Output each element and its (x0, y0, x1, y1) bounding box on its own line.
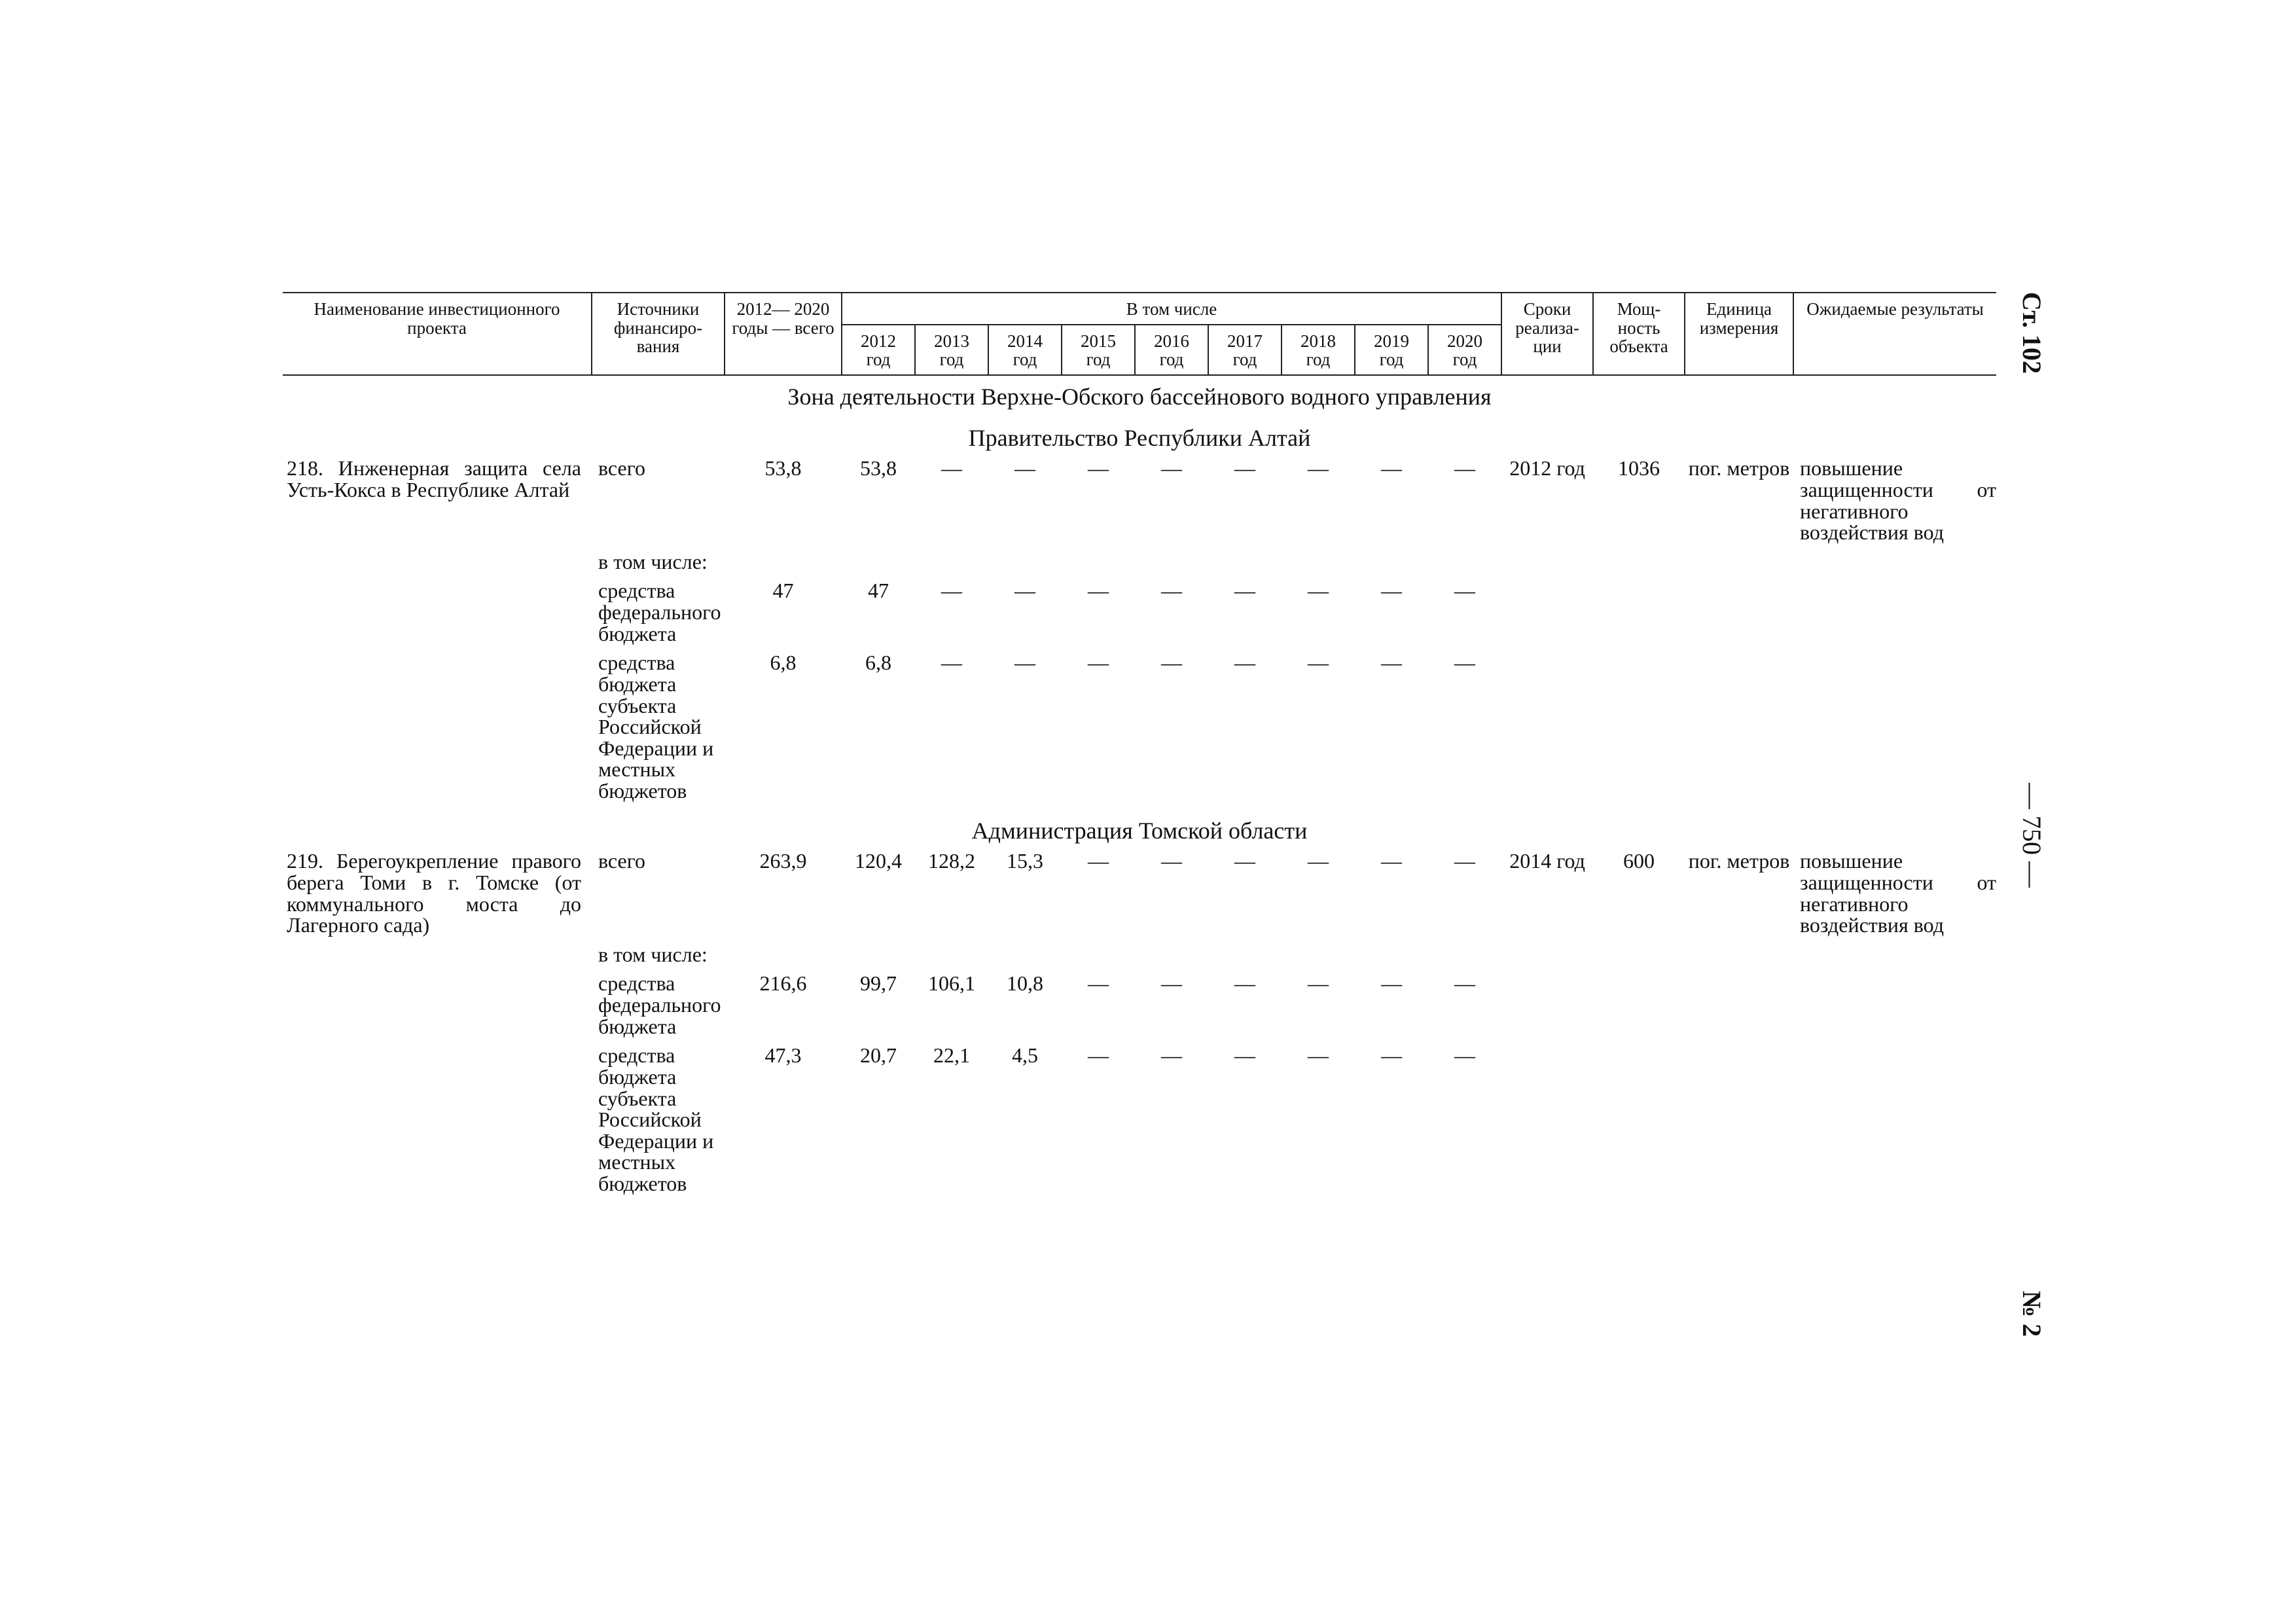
header-year-number: 2013 (934, 331, 969, 351)
header-year-number: 2019 (1374, 331, 1409, 351)
table-row (283, 580, 1996, 644)
row-gap (283, 936, 1996, 944)
row-gap-cell (283, 1195, 1996, 1202)
year-value: — (1454, 849, 1476, 873)
section-title: Правительство Республики Алтай (968, 424, 1311, 451)
year-value: — (941, 651, 962, 675)
total-value: 216,6 (759, 971, 807, 996)
row-gap (283, 644, 1996, 652)
year-value: 120,4 (855, 849, 902, 873)
year-value: — (1381, 579, 1402, 603)
section-title-row (283, 810, 1996, 851)
table-row (283, 551, 1996, 573)
object-capacity: 1036 (1618, 456, 1660, 480)
investment-table (283, 292, 1996, 1202)
year-value: — (1088, 849, 1109, 873)
implementation-term: 2012 год (1509, 456, 1585, 480)
year-value: — (1454, 456, 1476, 480)
section-title-row (283, 417, 1996, 458)
year-value: — (1014, 651, 1035, 675)
empty-cell (1793, 1045, 1996, 1194)
empty-cell (1593, 1045, 1685, 1194)
empty-cell (1793, 973, 1996, 1037)
year-value (1062, 944, 1135, 965)
empty-cell (283, 580, 592, 644)
header-year (1208, 325, 1282, 375)
year-value: — (941, 579, 962, 603)
header-year (988, 325, 1062, 375)
year-value (1282, 551, 1355, 573)
year-value (1208, 944, 1282, 965)
year-value (1135, 551, 1208, 573)
header-year-number: 2020 (1447, 331, 1483, 351)
year-value: — (1161, 456, 1182, 480)
table-header (283, 293, 1996, 375)
header-year-unit: год (1452, 350, 1477, 370)
funding-source: в том числе: (598, 549, 708, 573)
project-name-cell (283, 458, 592, 543)
project-name: Берегоукрепление правого берега Томи в г. Томске (от коммунального моста до Лагерного сада) (287, 849, 581, 937)
header-results: Ожидаемые результаты (1793, 293, 1996, 375)
header-year (842, 325, 915, 375)
total-value: 47 (772, 579, 794, 603)
header-year-unit: год (939, 350, 964, 370)
year-value: — (1234, 456, 1255, 480)
funding-source: в том числе: (598, 942, 708, 966)
year-value (1428, 551, 1501, 573)
header-year-unit: год (1306, 350, 1331, 370)
year-value: — (1161, 849, 1182, 873)
empty-cell (283, 551, 592, 573)
row-gap-cell (283, 1037, 1996, 1045)
empty-cell (1501, 580, 1593, 644)
header-sources: Источники финансиро-вания (592, 293, 725, 375)
year-value: — (1381, 849, 1402, 873)
header-including: В том числе (842, 293, 1501, 325)
table-row (283, 652, 1996, 801)
row-gap (283, 802, 1996, 810)
year-value: — (1454, 1043, 1476, 1068)
row-gap-cell (283, 572, 1996, 580)
year-value: 47 (868, 579, 889, 603)
year-value: — (1161, 971, 1182, 996)
year-value: — (1088, 971, 1109, 996)
project-name-cell (283, 850, 592, 936)
header-year-unit: год (1013, 350, 1037, 370)
empty-cell (1685, 580, 1793, 644)
year-value: — (1308, 456, 1329, 480)
empty-cell (1593, 652, 1685, 801)
implementation-term: 2014 год (1509, 849, 1585, 873)
year-value: — (1381, 456, 1402, 480)
row-gap-cell (283, 936, 1996, 944)
header-capacity: Мощ-ность объекта (1593, 293, 1685, 375)
empty-cell (1685, 652, 1793, 801)
empty-cell (283, 944, 592, 965)
year-value: — (1234, 971, 1255, 996)
total-value (725, 551, 842, 573)
year-value: — (1234, 579, 1255, 603)
header-year (1135, 325, 1208, 375)
year-value (1062, 551, 1135, 573)
empty-cell (1593, 973, 1685, 1037)
header-year-number: 2016 (1154, 331, 1189, 351)
year-value (1428, 944, 1501, 965)
header-year (1282, 325, 1355, 375)
year-value: — (1014, 579, 1035, 603)
row-gap-cell (283, 644, 1996, 652)
table-body (283, 375, 1996, 1202)
year-value: 106,1 (928, 971, 975, 996)
year-value (842, 944, 915, 965)
project-number: 219. (287, 849, 323, 873)
header-year (1355, 325, 1428, 375)
expected-result: повышение защищенности от негативного воздействия вод (1800, 849, 1997, 937)
row-gap-cell (283, 965, 1996, 973)
object-capacity: 600 (1623, 849, 1655, 873)
year-value: — (1454, 579, 1476, 603)
year-value: — (1014, 456, 1035, 480)
project-name: Инженерная защита села Усть-Кокса в Республике Алтай (287, 456, 581, 501)
year-value: — (941, 456, 962, 480)
empty-cell (283, 973, 592, 1037)
measurement-unit: пог. метров (1688, 456, 1790, 480)
header-year-unit: год (1159, 350, 1184, 370)
header-year-number: 2017 (1227, 331, 1263, 351)
year-value: — (1308, 1043, 1329, 1068)
header-year-unit: год (1086, 350, 1111, 370)
issue-number: № 2 (2017, 1291, 2047, 1337)
document-page (283, 292, 1996, 1202)
year-value: — (1088, 1043, 1109, 1068)
year-value: — (1308, 971, 1329, 996)
year-value: — (1381, 1043, 1402, 1068)
year-value: — (1454, 651, 1476, 675)
year-value (1355, 944, 1428, 965)
year-value: — (1161, 579, 1182, 603)
funding-source: средства федерального бюджета (598, 579, 721, 645)
empty-cell (1793, 652, 1996, 801)
year-value: 4,5 (1012, 1043, 1038, 1068)
year-value: — (1234, 1043, 1255, 1068)
row-gap (283, 543, 1996, 551)
header-total: 2012— 2020 годы — всего (725, 293, 842, 375)
empty-cell (1593, 551, 1685, 573)
year-value (988, 551, 1062, 573)
empty-cell (1685, 551, 1793, 573)
total-value: 47,3 (764, 1043, 802, 1068)
year-value: — (1088, 579, 1109, 603)
table-row (283, 458, 1996, 543)
year-value (842, 551, 915, 573)
total-value (725, 944, 842, 965)
empty-cell (1501, 551, 1593, 573)
year-value (915, 551, 988, 573)
header-terms: Сроки реализа-ции (1501, 293, 1593, 375)
header-year-unit: год (1232, 350, 1257, 370)
section-title: Администрация Томской области (971, 817, 1308, 844)
year-value: — (1161, 651, 1182, 675)
row-gap-cell (283, 543, 1996, 551)
page-article-label: Ст. 102 (2017, 292, 2047, 374)
table-row (283, 850, 1996, 936)
year-value: — (1308, 579, 1329, 603)
year-value (1208, 551, 1282, 573)
year-value: — (1308, 849, 1329, 873)
empty-cell (1501, 973, 1593, 1037)
header-unit: Единица измерения (1685, 293, 1793, 375)
header-year (1428, 325, 1501, 375)
year-value: — (1454, 971, 1476, 996)
year-value: — (1088, 456, 1109, 480)
year-value (1355, 551, 1428, 573)
year-value: — (1088, 651, 1109, 675)
year-value (1282, 944, 1355, 965)
header-name: Наименование инвестиционного проекта (283, 293, 592, 375)
funding-source: средства бюджета субъекта Российской Федерации и местных бюджетов (598, 651, 714, 803)
header-year-unit: год (866, 350, 891, 370)
table-row (283, 944, 1996, 965)
year-value (988, 944, 1062, 965)
empty-cell (1593, 580, 1685, 644)
empty-cell (283, 652, 592, 801)
row-gap-cell (283, 802, 1996, 810)
funding-source: всего (598, 456, 646, 480)
zone-title: Зона деятельности Верхне-Обского бассейнового водного управления (787, 383, 1492, 410)
year-value: 53,8 (860, 456, 897, 480)
year-value: — (1234, 849, 1255, 873)
empty-cell (1685, 1045, 1793, 1194)
total-value: 53,8 (764, 456, 802, 480)
year-value: 15,3 (1007, 849, 1043, 873)
header-year-number: 2015 (1081, 331, 1116, 351)
header-year-number: 2018 (1300, 331, 1336, 351)
funding-source: средства федерального бюджета (598, 971, 721, 1038)
total-value: 6,8 (770, 651, 797, 675)
year-value (1135, 944, 1208, 965)
empty-cell (1501, 1045, 1593, 1194)
funding-source: средства бюджета субъекта Российской Федерации и местных бюджетов (598, 1043, 714, 1196)
header-year (1062, 325, 1135, 375)
page-number: — 750 — (2017, 783, 2047, 888)
year-value: — (1381, 651, 1402, 675)
year-value: — (1381, 971, 1402, 996)
funding-source: всего (598, 849, 646, 873)
table-row (283, 973, 1996, 1037)
year-value: — (1161, 1043, 1182, 1068)
empty-cell (1501, 944, 1593, 965)
row-gap (283, 1195, 1996, 1202)
total-value: 263,9 (759, 849, 807, 873)
year-value: — (1234, 651, 1255, 675)
empty-cell (283, 1045, 592, 1194)
header-year-unit: год (1379, 350, 1404, 370)
expected-result: повышение защищенности от негативного воздействия вод (1800, 456, 1997, 545)
year-value (915, 944, 988, 965)
year-value: 128,2 (928, 849, 975, 873)
table-row (283, 1045, 1996, 1194)
year-value: 10,8 (1007, 971, 1043, 996)
row-gap (283, 1037, 1996, 1045)
header-year (915, 325, 988, 375)
project-number: 218. (287, 456, 323, 480)
year-value: 99,7 (860, 971, 897, 996)
year-value: 20,7 (860, 1043, 897, 1068)
empty-cell (1593, 944, 1685, 965)
row-gap (283, 572, 1996, 580)
measurement-unit: пог. метров (1688, 849, 1790, 873)
year-value: 6,8 (865, 651, 891, 675)
header-year-number: 2012 (861, 331, 896, 351)
empty-cell (1685, 973, 1793, 1037)
year-value: 22,1 (933, 1043, 970, 1068)
header-year-number: 2014 (1007, 331, 1043, 351)
zone-title-row (283, 375, 1996, 417)
row-gap (283, 965, 1996, 973)
empty-cell (1793, 944, 1996, 965)
empty-cell (1501, 652, 1593, 801)
empty-cell (1793, 580, 1996, 644)
year-value: — (1308, 651, 1329, 675)
empty-cell (1793, 551, 1996, 573)
empty-cell (1685, 944, 1793, 965)
